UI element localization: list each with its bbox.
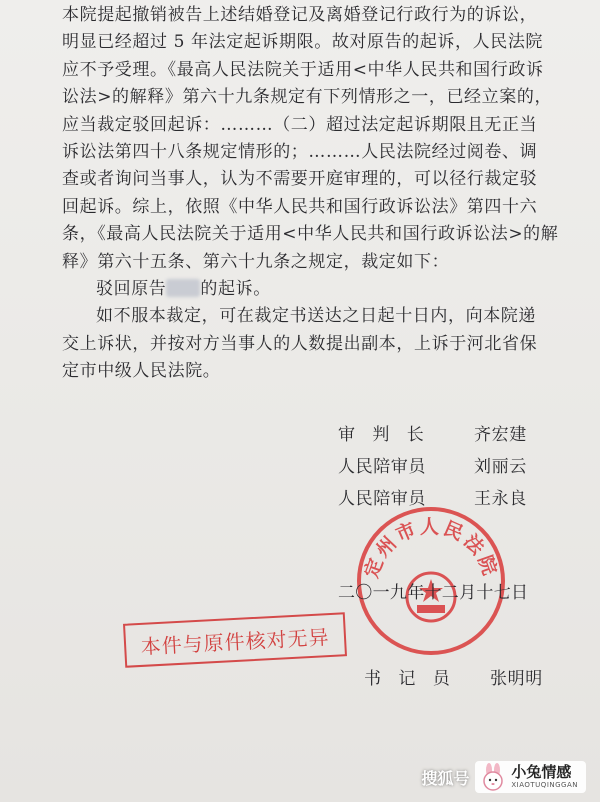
watermark-brand: 小兔情感 (511, 763, 572, 781)
seal-text: 定州市人民法院 (360, 516, 502, 581)
watermark-badge (475, 761, 586, 793)
signature-title: 人民陪审员 (338, 457, 426, 477)
signature-juror-1 (338, 452, 527, 477)
ruling-date: 二〇一九年十二月十七日 (338, 583, 529, 603)
signature-presiding-judge (338, 420, 527, 445)
signature-title: 人民陪审员 (338, 489, 426, 509)
body-line: 本院提起撤销被告上述结婚登记及离婚登记行政行为的诉讼， (62, 5, 538, 25)
appeal-line: 定市中级人民法院。 (62, 361, 221, 382)
signature-clerk (364, 664, 543, 689)
watermark (421, 760, 586, 794)
watermark-source: 搜狐号 (421, 768, 470, 788)
ruling-prefix: 驳回原告 (96, 279, 167, 300)
signature-title: 审 判 长 (338, 425, 430, 445)
ruling-body-text (62, 2, 562, 386)
appeal-line: 交上诉状，并按对方当事人的人数提出副本，上诉于河北省保 (62, 333, 538, 354)
ruling-line (62, 276, 562, 303)
signature-name: 王永良 (474, 489, 527, 509)
body-line: 应当裁定驳回起诉：………（二）超过法定起诉期限且无正当 (62, 114, 538, 135)
signature-name: 张明明 (490, 669, 543, 689)
signature-title: 书 记 员 (364, 669, 456, 689)
body-line: 条，《最高人民法院关于适用<中华人民共和国行政诉讼法>的解 (62, 224, 559, 245)
body-line: 应不予受理。《最高人民法院关于适用<中华人民共和国行政诉 (62, 59, 544, 80)
body-line: 诉讼法第四十八条规定情形的；………人民法院经过阅卷、调 (62, 142, 538, 163)
body-line: 回起诉。综上，依照《中华人民共和国行政诉讼法》第四十六 (62, 196, 538, 217)
redacted-name (166, 279, 200, 297)
body-line: 明显已经超过 5 年法定起诉期限。故对原告的起诉，人民法院 (62, 32, 544, 53)
appeal-line: 如不服本裁定，可在裁定书送达之日起十日内，向本院递 (96, 306, 536, 327)
rabbit-logo-icon (479, 763, 507, 791)
body-line: 讼法>的解释》第六十九条规定有下列情形之一，已经立案的， (62, 87, 553, 108)
verification-stamp: 本件与原件核对无异 (123, 612, 347, 668)
body-line: 查或者询问当事人，认为不需要开庭审理的，可以径行裁定驳 (62, 169, 538, 190)
body-line: 释》第六十五条、第六十九条之规定，裁定如下： (62, 251, 450, 272)
watermark-brand-sub: XIAOTUQINGGAN (511, 781, 578, 789)
signature-name: 齐宏建 (474, 425, 527, 445)
signature-name: 刘丽云 (474, 457, 527, 477)
ruling-suffix: 的起诉。 (200, 279, 271, 300)
svg-text:定州市人民法院 (360, 516, 503, 581)
